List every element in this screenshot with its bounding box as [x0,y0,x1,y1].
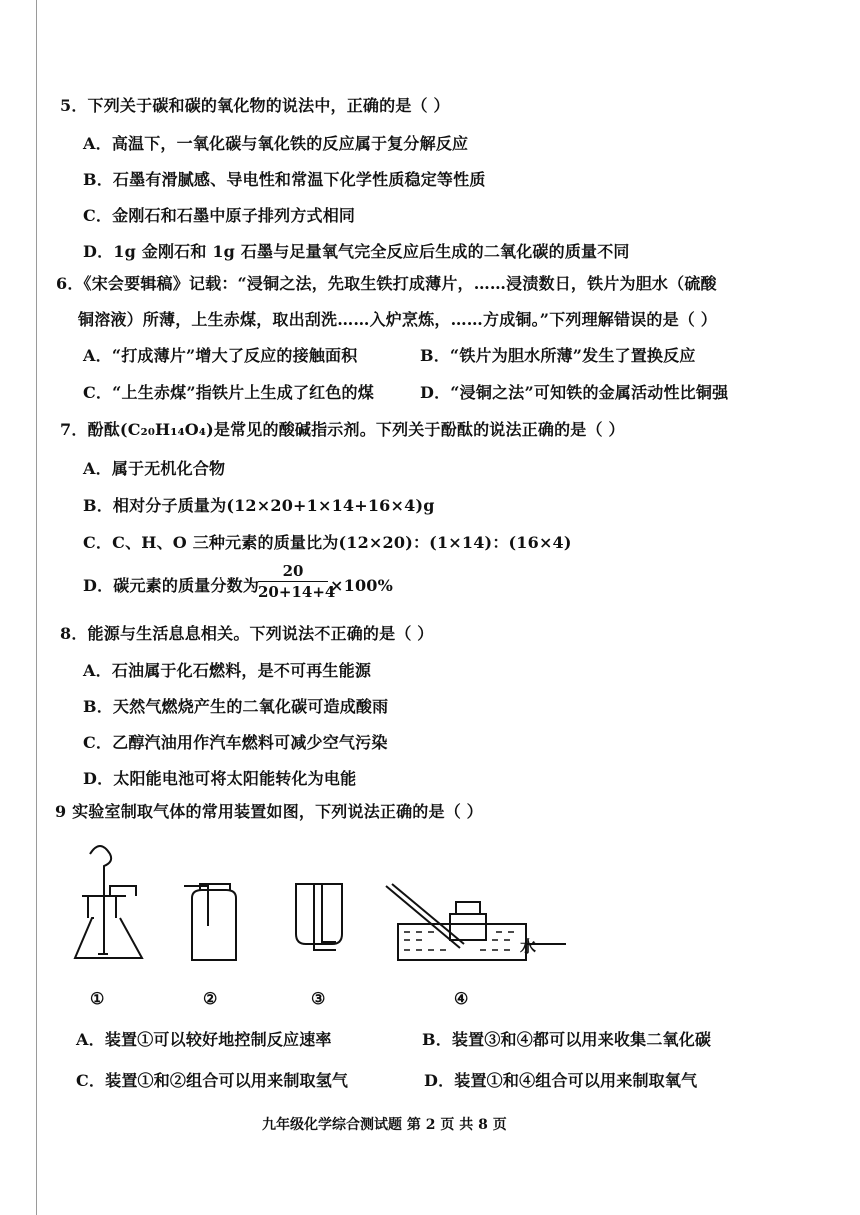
q6-option-c: C．“上生赤煤”指铁片上生成了红色的煤 [83,383,374,402]
apparatus-3-inverted-bottle [296,884,342,950]
q7-option-a: A．属于无机化合物 [83,459,226,478]
q5-option-c: C．金刚石和石墨中原子排列方式相同 [83,206,356,225]
q5-option-b: B．石墨有滑腻感、导电性和常温下化学性质稳定等性质 [83,170,486,189]
q5-stem: 5．下列关于碳和碳的氧化物的说法中，正确的是（ ） [60,96,450,115]
q8-option-b: B．天然气燃烧产生的二氧化碳可造成酸雨 [83,697,389,716]
apparatus-4-water-trough [386,884,566,960]
q9-option-c: C．装置①和②组合可以用来制取氢气 [76,1071,349,1090]
q6-stem-line1: 6．《宋会要辑稿》记载：“浸铜之法，先取生铁打成薄片，……浸渍数日，铁片为胆水（硫酸 [56,274,717,293]
q5-option-d: D．1g 金刚石和 1g 石墨与足量氧气完全反应后生成的二氧化碳的质量不同 [83,242,630,261]
fraction-numerator: 20 [282,562,304,580]
q9-stem: 9 实验室制取气体的常用装置如图，下列说法正确的是（ ） [55,802,483,821]
q5-option-a: A．高温下，一氧化碳与氧化铁的反应属于复分解反应 [83,134,469,153]
q8-option-d: D．太阳能电池可将太阳能转化为电能 [83,769,357,788]
q7-stem: 7．酚酞(C₂₀H₁₄O₄)是常见的酸碱指示剂。下列关于酚酞的说法正确的是（ ） [60,420,625,439]
q8-option-a: A．石油属于化石燃料，是不可再生能源 [83,661,372,680]
q6-option-a: A．“打成薄片”增大了反应的接触面积 [83,346,358,365]
q8-option-c: C．乙醇汽油用作汽车燃料可减少空气污染 [83,733,388,752]
q9-option-b: B．装置③和④都可以用来收集二氧化碳 [422,1030,712,1049]
q7-option-c: C．C、H、O 三种元素的质量比为(12×20)：(1×14)：(16×4) [83,533,572,552]
fig-label-2: ② [203,989,218,1008]
apparatus-2-gas-bottle [184,884,236,960]
q6-stem-line2: 铜溶液）所薄，上生赤煤，取出刮洗……入炉烹炼，……方成铜。”下列理解错误的是（ ） [78,310,717,329]
page-footer: 九年级化学综合测试题 第 2 页 共 8 页 [262,1117,507,1133]
q6-option-d: D．“浸铜之法”可知铁的金属活动性比铜强 [420,383,729,402]
fig-label-1: ① [90,989,105,1008]
fig-label-4: ④ [454,989,469,1008]
water-label: 水 [520,937,537,956]
fraction-denominator: 20+14+4 [258,583,336,601]
apparatus-1-flask-with-funnel [75,846,142,958]
lab-apparatus-diagram [60,836,580,971]
q8-stem: 8．能源与生活息息相关。下列说法不正确的是（ ） [60,624,434,643]
q7-option-d-fraction [258,562,336,601]
fig-label-3: ③ [311,989,326,1008]
q7-option-d-prefix: D．碳元素的质量分数为 [83,576,260,595]
q6-option-b: B．“铁片为胆水所薄”发生了置换反应 [420,346,696,365]
fraction-bar [258,581,328,582]
q9-option-d: D．装置①和④组合可以用来制取氧气 [424,1071,698,1090]
q7-option-d-suffix: ×100% [330,576,394,595]
q7-option-b: B．相对分子质量为(12×20+1×14+16×4)g [83,496,435,515]
page-margin-line [36,0,37,1215]
q9-option-a: A．装置①可以较好地控制反应速率 [76,1030,332,1049]
